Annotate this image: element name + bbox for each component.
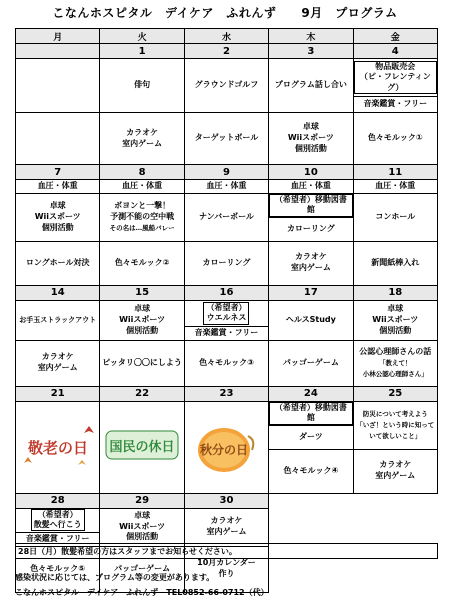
haircut-note: 28日（月）散髪希望の方はスタッフまでお知らせください。 xyxy=(15,543,438,559)
program-cell xyxy=(16,340,100,386)
program-name: 10月カレンダー xyxy=(197,558,256,568)
program-name: 新聞紙棒入れ xyxy=(371,257,420,267)
day-number: 4 xyxy=(353,44,437,59)
program-name: カローリング xyxy=(286,223,335,233)
program-name: 卓球 xyxy=(134,510,151,520)
program-name: 色々モルック② xyxy=(114,257,170,267)
program-cell xyxy=(184,340,268,386)
weekday-mon: 月 xyxy=(16,29,100,44)
program-name: 室内ゲーム xyxy=(122,138,163,148)
day-number: 28 xyxy=(16,493,100,508)
program-cell xyxy=(269,340,353,386)
program-name: カラオケ xyxy=(126,127,158,137)
bp-weight-cell: 血圧・体重 xyxy=(269,180,353,194)
program-cell xyxy=(184,59,268,113)
shubun-no-hi-icon xyxy=(186,418,266,476)
day-number: 10 xyxy=(269,165,353,180)
program-name: 色々モルック① xyxy=(367,133,423,143)
program-name: パッゴーゲーム xyxy=(114,563,171,573)
day-number: 1 xyxy=(100,44,184,59)
program-name: ターゲットボール xyxy=(194,133,259,143)
program-name: 個別活動 xyxy=(41,222,74,232)
program-name: 音楽鑑賞・フリー xyxy=(25,533,90,543)
shubun-label: 秋分の日 xyxy=(200,443,249,458)
program-name: 物品販売会 xyxy=(375,61,416,71)
program-name: 個別活動 xyxy=(126,325,159,335)
program-name: 卓球 xyxy=(49,201,66,211)
week1-day-row xyxy=(16,44,438,59)
day-number: 9 xyxy=(184,165,268,180)
day-number: 23 xyxy=(184,386,268,401)
program-cell xyxy=(100,59,184,113)
program-cell xyxy=(353,59,437,97)
weekday-thu: 木 xyxy=(269,29,353,44)
program-cell xyxy=(184,194,268,242)
program-name: ウエルネス xyxy=(206,313,247,323)
keiro-label: 敬老の日 xyxy=(27,439,88,458)
day-number: 25 xyxy=(353,386,437,401)
program-name: 個別活動 xyxy=(126,532,159,542)
program-cell xyxy=(16,194,100,242)
day-number: 21 xyxy=(16,386,100,401)
weekday-fri: 金 xyxy=(353,29,437,44)
day-number: 24 xyxy=(269,386,353,401)
program-name: 散髪へ行こう xyxy=(33,520,82,530)
program-cell xyxy=(353,449,437,493)
program-name: ボヨンと一撃！ xyxy=(114,201,171,211)
program-name: 色々モルック⑤ xyxy=(30,563,86,573)
bp-weight-cell: 血圧・体重 xyxy=(184,180,268,194)
holiday-cell xyxy=(184,401,268,493)
bp-weight-cell: 血圧・体重 xyxy=(16,180,100,194)
program-name: いて欲しいこと」 xyxy=(369,431,422,440)
weekday-header-row xyxy=(16,29,438,44)
day-number: 8 xyxy=(100,165,184,180)
day-number: 16 xyxy=(184,285,268,300)
program-cell xyxy=(269,194,353,218)
program-cell xyxy=(16,300,100,340)
program-cell xyxy=(269,113,353,165)
program-cell xyxy=(100,300,184,340)
program-cell xyxy=(269,241,353,285)
program-name: Wiiスポーツ xyxy=(34,211,81,221)
day-number: 17 xyxy=(269,285,353,300)
program-cell xyxy=(16,241,100,285)
program-name: 音楽鑑賞・フリー xyxy=(363,99,428,109)
program-name: ダーツ xyxy=(299,431,323,441)
week5-day-row xyxy=(16,493,438,508)
program-name: カラオケ xyxy=(294,252,327,262)
program-name: 色々モルック③ xyxy=(199,357,254,367)
program-cell xyxy=(184,113,268,165)
program-name: その名は…風船バレー xyxy=(109,223,175,232)
program-name: 卓球 xyxy=(134,304,151,314)
empty-cell xyxy=(353,493,437,508)
day-number: 22 xyxy=(100,386,184,401)
program-name: 個別活動 xyxy=(379,325,412,335)
program-cell xyxy=(184,241,268,285)
program-name: 俳句 xyxy=(134,80,151,90)
program-name: お手玉ストラックアウト xyxy=(19,315,97,324)
empty-cell xyxy=(16,113,100,165)
program-name: プログラム話し合い xyxy=(274,80,347,90)
program-cell xyxy=(269,449,353,493)
program-cell xyxy=(184,300,268,326)
kokumin-label: 国民の休日 xyxy=(109,440,175,456)
event-box: （希望者）移動図書館 xyxy=(269,402,352,425)
program-name: Wiiスポーツ xyxy=(119,521,166,531)
bp-weight-cell: 血圧・体重 xyxy=(100,180,184,194)
empty-cell xyxy=(269,493,353,508)
program-cell xyxy=(100,340,184,386)
program-name: （希望者） xyxy=(37,509,78,519)
program-name: 卓球 xyxy=(302,122,319,132)
program-name: グラウンドゴルフ xyxy=(194,80,259,90)
program-name: 色々モルック④ xyxy=(283,465,339,475)
program-name: Wiiスポーツ xyxy=(372,314,419,324)
day-number: 30 xyxy=(184,493,268,508)
program-cell xyxy=(269,217,353,241)
program-name: ヘルスStudy xyxy=(285,314,336,324)
program-cell xyxy=(100,194,184,242)
program-cell xyxy=(353,113,437,165)
program-name: 「いざ！という時に知って xyxy=(356,420,435,429)
day-number: 2 xyxy=(184,44,268,59)
program-name: 小林公認心理師さん」 xyxy=(362,369,428,378)
page-title: こなんホスピタル デイケア ふれんず 9月 プログラム xyxy=(52,6,398,20)
program-name: 室内ゲーム xyxy=(375,471,416,481)
program-name: パッゴーゲーム xyxy=(282,357,339,367)
program-name: 「教えて！ xyxy=(379,358,412,367)
program-name: 予測不能の空中戦 xyxy=(110,211,175,221)
program-cell xyxy=(269,300,353,340)
day-number: 29 xyxy=(100,493,184,508)
program-cell xyxy=(184,326,268,340)
week4-day-row xyxy=(16,386,438,401)
holiday-cell xyxy=(16,401,100,493)
program-name: 公認心理師さんの話 xyxy=(359,347,432,357)
program-cell xyxy=(269,425,353,449)
program-name: カラオケ xyxy=(210,516,243,526)
event-box xyxy=(203,302,249,325)
program-cell xyxy=(100,113,184,165)
program-name: カローリング xyxy=(202,257,251,267)
program-cell xyxy=(353,241,437,285)
program-name: ナンバーボール xyxy=(199,211,254,221)
program-name: ロングホール対決 xyxy=(25,257,90,267)
program-name: カラオケ xyxy=(41,352,74,362)
program-name: 室内ゲーム xyxy=(290,263,331,273)
program-cell xyxy=(100,508,184,546)
program-cell xyxy=(269,401,353,425)
bp-weight-cell: 血圧・体重 xyxy=(353,180,437,194)
event-box: （希望者）移動図書館 xyxy=(269,194,352,217)
program-cell xyxy=(353,97,437,113)
program-cell xyxy=(353,300,437,340)
program-cell xyxy=(353,401,437,449)
program-name: カラオケ xyxy=(379,460,412,470)
program-cell xyxy=(353,340,437,386)
empty-cell xyxy=(16,59,100,113)
program-name: Wiiスポーツ xyxy=(119,314,166,324)
week3-day-row xyxy=(16,285,438,300)
day-number: 11 xyxy=(353,165,437,180)
day-number: 15 xyxy=(100,285,184,300)
weekday-wed: 水 xyxy=(184,29,268,44)
program-name: 作り xyxy=(218,569,235,579)
program-name: 卓球 xyxy=(387,304,404,314)
program-name: 室内ゲーム xyxy=(206,527,247,537)
day-empty xyxy=(16,44,100,59)
week2-day-row xyxy=(16,165,438,180)
program-name: 防災について考えよう xyxy=(362,409,428,418)
holiday-cell xyxy=(100,401,184,493)
program-cell xyxy=(353,194,437,242)
day-number: 14 xyxy=(16,285,100,300)
program-cell xyxy=(269,59,353,113)
event-box xyxy=(354,61,437,94)
program-cell xyxy=(16,508,100,532)
program-name: （希望者） xyxy=(206,302,247,312)
program-cell xyxy=(184,508,268,546)
program-name: ピッタリ〇〇にしよう xyxy=(102,357,182,367)
day-number: 3 xyxy=(269,44,353,59)
program-calendar xyxy=(15,28,438,593)
program-name: 室内ゲーム xyxy=(37,363,78,373)
program-name: 音楽鑑賞・フリー xyxy=(194,327,259,337)
change-notice: 感染状況に応じては、プログラム等の変更があります。 xyxy=(15,573,215,582)
weekday-tue: 火 xyxy=(100,29,184,44)
program-cell xyxy=(100,241,184,285)
program-name: Wiiスポーツ xyxy=(287,133,334,143)
contact-info: こなんホスピタル デイケア ふれんず TEL0852-66-0712（代） xyxy=(15,588,269,597)
program-name: 個別活動 xyxy=(294,143,327,153)
keiro-no-hi-icon xyxy=(18,419,98,475)
program-name: （ピ・フレンティング） xyxy=(359,72,431,92)
day-number: 7 xyxy=(16,165,100,180)
program-name: コンホール xyxy=(375,211,416,221)
day-number: 18 xyxy=(353,285,437,300)
kokumin-no-kyujitsu-icon xyxy=(102,419,182,475)
event-box xyxy=(31,509,85,532)
